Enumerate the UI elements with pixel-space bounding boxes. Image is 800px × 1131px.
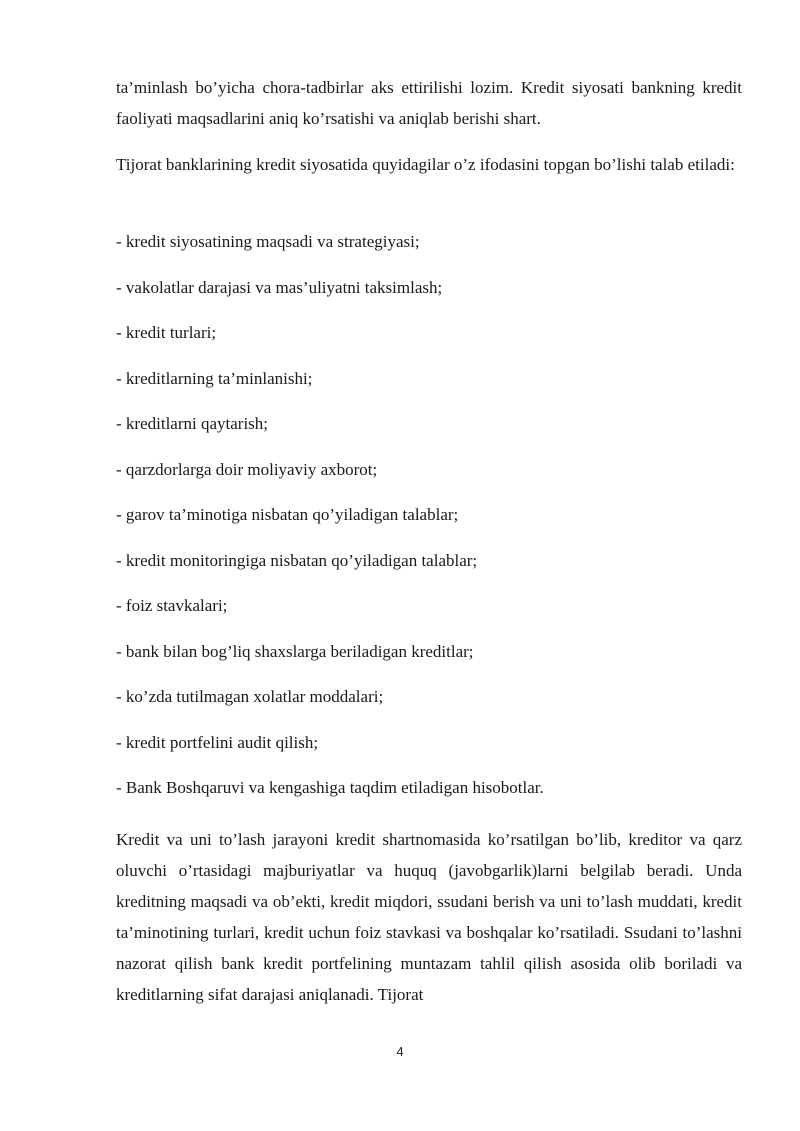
list-item: - kredit siyosatining maqsadi va strategiyasi; <box>116 232 420 251</box>
page-number: 4 <box>396 1044 404 1059</box>
list-item: - vakolatlar darajasi va mas’uliyatni taksimlash; <box>116 277 443 297</box>
credit-policy-list <box>116 226 742 818</box>
list-item: - Bank Boshqaruvi va kengashiga taqdim etiladigan hisobotlar. <box>116 778 544 797</box>
list-item: - foiz stavkalari; <box>116 596 228 615</box>
list-item: - qarzdorlarga doir moliyaviy axborot; <box>116 459 378 479</box>
paragraph-intro-continuation: ta’minlash bo’yicha chora-tadbirlar aks ettirilishi lozim. Kredit siyosati bankning kredit faoliyati maqsadlarini aniq ko’rsatishi va aniqlab berishi shart. <box>116 78 742 128</box>
list-item: - kredit portfelini audit qilish; <box>116 732 319 752</box>
list-item: - kreditlarni qaytarish; <box>116 414 269 433</box>
list-item: - garov ta’minotiga nisbatan qo’yiladigan talablar; <box>116 505 459 524</box>
list-item: - kreditlarning ta’minlanishi; <box>116 368 313 388</box>
list-item: - bank bilan bog’liq shaxslarga beriladigan kreditlar; <box>116 641 474 661</box>
list-item: - kredit monitoringiga nisbatan qo’yiladigan talablar; <box>116 550 478 570</box>
list-item: - kredit turlari; <box>116 323 217 342</box>
paragraph-requirements-lead: Tijorat banklarining kredit siyosatida quyidagilar o’z ifodasini topgan bo’lishi talab etiladi: <box>116 155 735 174</box>
paragraph-credit-agreement: Kredit va uni to’lash jarayoni kredit shartnomasida ko’rsatilgan bo’lib, kreditor va qarz oluvchi o’rtasidagi majburiyatlar va huquq (javobgarlik)larni belgilab beradi. Unda kreditning maqsadi va ob’ekti, kredit miqdori, ssudani berish va uni to’lash muddati, kredit ta’minotining turlari, kredit uchun foiz stavkasi va boshqalar ko’rsatiladi. Ssudani to’lashni nazorat qilish bank kredit portfelining muntazam tahlil qilish asosida olib boriladi va kreditlarning sifat darajasi aniqlanadi. Tijorat <box>116 830 742 1004</box>
list-item: - ko’zda tutilmagan xolatlar moddalari; <box>116 687 384 706</box>
